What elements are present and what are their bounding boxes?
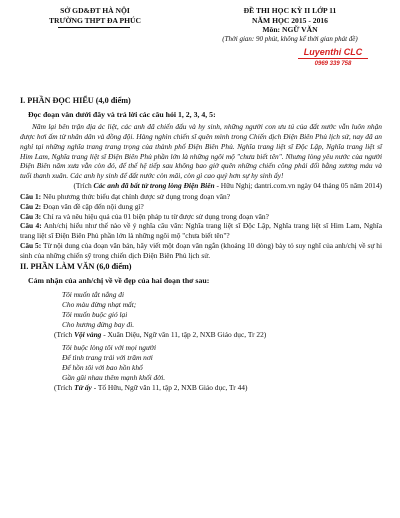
question-text: Nêu phương thức biểu đạt chính được sử dụng trong đoạn văn?	[41, 192, 231, 202]
cite-prefix: (Trích	[54, 383, 75, 393]
logo-name: Luyenthi CLC	[298, 48, 368, 59]
question-label: Câu 5:	[20, 240, 42, 250]
poem-line: Gần gũi nhau thêm mạnh khối đời.	[62, 373, 166, 383]
poem-2	[62, 343, 382, 383]
subject: Môn: NGỮ VĂN	[262, 25, 318, 35]
poem-2-citation	[54, 383, 382, 393]
poem-line: Để tình trang trải với trăm nơi	[62, 353, 153, 363]
source-title: Các anh đã bất tử trong lòng Điện Biên	[93, 180, 215, 190]
question-5	[20, 241, 382, 260]
poem-line: Tôi muốn tắt nắng đi	[62, 289, 125, 299]
cite-suffix: - Tố Hữu, Ngữ văn 11, tập 2, NXB Giáo dục, Tr 44)	[91, 383, 248, 393]
cite-suffix: - Xuân Diệu, Ngữ văn 11, tập 2, NXB Giáo dục, Tr 22)	[101, 329, 267, 339]
poem-line: Tôi buộc lòng tôi với mọi người	[62, 343, 157, 353]
poem-line: Cho hương đừng bay đi.	[62, 319, 135, 329]
poem-line: Để hồn tôi với bao hồn khổ	[62, 363, 143, 373]
question-3	[20, 212, 382, 222]
question-text: Chỉ ra và nêu hiệu quả của 01 biện pháp tu từ được sử dụng trong đoạn văn?	[41, 211, 269, 221]
question-4	[20, 221, 382, 240]
exam-duration: (Thời gian: 90 phút, không kể thời gian phát đề)	[222, 34, 358, 43]
school-year: NĂM HỌC 2015 - 2016	[252, 15, 328, 25]
school-name: TRƯỜNG THPT ĐA PHÚC	[48, 15, 142, 25]
poem-1-citation	[54, 330, 382, 340]
luyenthi-logo	[298, 48, 368, 69]
exam-body	[20, 96, 382, 393]
part2-title: II. PHẦN LÀM VĂN (6,0 điểm)	[20, 262, 132, 272]
question-label: Câu 1:	[20, 192, 42, 202]
part1-title: I. PHẦN ĐỌC HIỂU (4,0 điểm)	[20, 96, 131, 105]
question-label: Câu 4:	[20, 221, 42, 231]
poem-line: Cho màu đừng nhạt mất;	[62, 299, 137, 309]
question-label: Câu 3:	[20, 211, 42, 221]
question-text: Từ nội dung của đoạn văn bản, hãy viết một đoạn văn ngắn (khoảng 10 dòng) bày tỏ suy nghĩ của anh/chị về sự hi sinh của những chiến sỹ trong chiến dịch Điện Biên Phủ lịch sử.	[20, 240, 382, 260]
header-divider	[58, 27, 130, 28]
question-text: Đoạn văn đề cập đến nội dung gì?	[41, 202, 144, 212]
poem-1	[62, 290, 382, 330]
logo-phone: 0969 339 758	[314, 61, 352, 67]
department-name: SỞ GD&ĐT HÀ NỘI	[60, 6, 130, 15]
question-1	[20, 192, 382, 202]
poem-line: Tôi muốn buộc gió lại	[62, 309, 128, 319]
exam-header	[192, 6, 388, 44]
question-text: Anh/chị hiểu như thế nào về ý nghĩa câu văn: Nghĩa trang liệt sĩ Độc Lập, Nghĩa trang liệt sĩ Him Lam, Nghĩa trang liệt sĩ Điện Biên Phủ phần lớn là những ngôi mộ "chưa biết tên"?	[20, 221, 382, 241]
school-header	[20, 6, 170, 25]
reading-passage: Năm lại bên trận địa ác liệt, các anh đã chiến đấu và hy sinh, những người con ưu tú của đất nước vẫn luôn nhận được hơi ấm từ nhân dân và đồng đội. Hàng nghìn chiến sĩ quên mình trong Chiến dịch Điện Biên Phủ lịch sử, nay đã an nghỉ tại những nghĩa trang trang trọng của thành phố Điện Biên Phủ. Nghĩa trang liệt sĩ Độc Lập, Nghĩa trang liệt sĩ Him Lam, Nghĩa trang liệt sĩ Điện Biên Phủ phần lớn là những ngôi mộ "chưa biết tên". Nhưng lòng yêu nước của người Điện Biên năm xưa vẫn còn đó, để thế hệ tiếp sau không bao giờ quên những chiến công phải đổi bằng xương máu và tuổi thanh xuân. Các anh hy sinh để đất nước còn mãi, còn gì cao quý hơn sự hy sinh ấy!	[20, 122, 382, 180]
source-prefix: (Trích	[73, 180, 94, 190]
question-2	[20, 202, 382, 212]
source-suffix: - Hữu Nghị; dantri.com.vn ngày 04 tháng 05 năm 2014)	[214, 180, 382, 190]
cite-prefix: (Trích	[54, 329, 75, 339]
part1-instruction: Đọc đoạn văn dưới đây và trả lời các câu hỏi 1, 2, 3, 4, 5:	[28, 109, 216, 119]
passage-source	[20, 181, 382, 191]
cite-title: Vội vàng	[74, 329, 102, 339]
cite-title: Từ ấy	[74, 383, 92, 393]
part2-instruction: Cảm nhận của anh/chị về về đẹp của hai đoạn thơ sau:	[28, 275, 210, 285]
exam-title: ĐỀ THI HỌC KỲ II LỚP 11	[243, 6, 337, 15]
question-label: Câu 2:	[20, 202, 42, 212]
